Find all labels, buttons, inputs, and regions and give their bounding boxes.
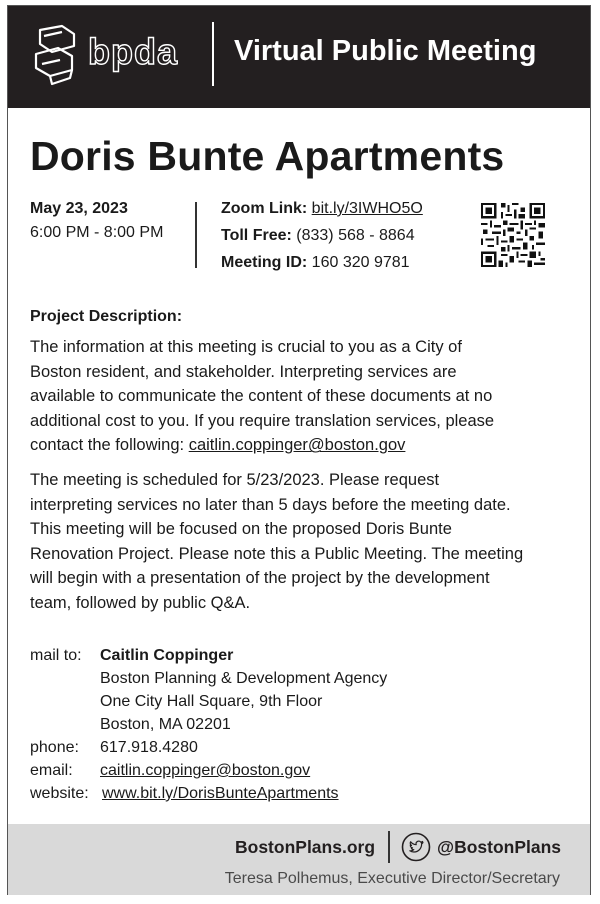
contact-address-1: One City Hall Square, 9th Floor (100, 693, 323, 710)
meeting-id-label: Meeting ID: (221, 254, 308, 271)
paragraph-line: team, followed by public Q&A. (30, 593, 251, 612)
meeting-time: 6:00 PM - 8:00 PM (30, 224, 164, 241)
zoom-link-row (221, 200, 423, 218)
header-title: Virtual Public Meeting (234, 35, 537, 67)
email-label: email: (30, 762, 73, 779)
contact-org: Boston Planning & Development Agency (100, 670, 388, 687)
meeting-title: Doris Bunte Apartments (30, 133, 505, 179)
contact-website-link[interactable]: www.bit.ly/DorisBunteApartments (102, 785, 339, 802)
footer-site-link[interactable]: BostonPlans.org (235, 837, 376, 857)
zoom-link[interactable]: bit.ly/3IWHO5O (311, 200, 423, 217)
paragraph-line: additional cost to you. If you require translation services, please (30, 411, 495, 430)
header-bar (8, 6, 590, 108)
footer-director: Teresa Polhemus, Executive Director/Secretary (224, 870, 560, 887)
footer-twitter-handle[interactable]: @BostonPlans (437, 837, 562, 857)
twitter-icon[interactable] (401, 832, 431, 862)
project-description-label: Project Description: (30, 308, 183, 325)
paragraph-line: interpreting services no later than 5 days before the meeting date. (30, 495, 511, 514)
bpda-logo-icon (32, 24, 78, 86)
toll-free-label: Toll Free: (221, 227, 292, 244)
paragraph-line: will begin with a presentation of the project by the development (30, 569, 490, 588)
contact-prefix: contact the following: (30, 436, 189, 455)
meeting-id-row (221, 254, 410, 272)
paragraph-line: Renovation Project. Please note this a Public Meeting. The meeting (30, 544, 524, 563)
meeting-date: May 23, 2023 (30, 200, 128, 217)
flyer (7, 5, 591, 895)
info-divider (195, 202, 197, 268)
description-paragraph-2 (30, 468, 570, 616)
contact-name: Caitlin Coppinger (100, 647, 234, 664)
meeting-id: 160 320 9781 (311, 254, 410, 271)
contact-phone: 617.918.4280 (100, 739, 198, 756)
contact-email-link[interactable]: caitlin.coppinger@boston.gov (100, 762, 311, 779)
toll-free-number: (833) 568 - 8864 (296, 227, 415, 244)
footer-divider (388, 831, 390, 863)
contact-address-2: Boston, MA 02201 (100, 716, 231, 733)
footer-bar (8, 824, 590, 895)
description-paragraph-1 (30, 335, 570, 458)
phone-label: phone: (30, 739, 79, 756)
paragraph-line: The information at this meeting is crucial to you as a City of (30, 338, 462, 356)
paragraph-line: The meeting is scheduled for 5/23/2023. Please request (30, 471, 440, 489)
zoom-link-label: Zoom Link: (221, 200, 308, 217)
paragraph-line: available to communicate the content of these documents at no (30, 387, 493, 406)
paragraph-line (30, 433, 570, 458)
description-email-link[interactable]: caitlin.coppinger@boston.gov (188, 436, 406, 455)
mail-to-label: mail to: (30, 647, 82, 664)
paragraph-line: Boston resident, and stakeholder. Interpreting services are (30, 362, 457, 381)
header-divider (212, 22, 214, 86)
toll-free-row (221, 227, 415, 245)
qr-code-icon[interactable] (481, 203, 545, 267)
website-label: website: (30, 785, 89, 802)
paragraph-line: This meeting will be focused on the proposed Doris Bunte (30, 520, 452, 539)
bpda-logo-text: bpda (88, 31, 178, 72)
